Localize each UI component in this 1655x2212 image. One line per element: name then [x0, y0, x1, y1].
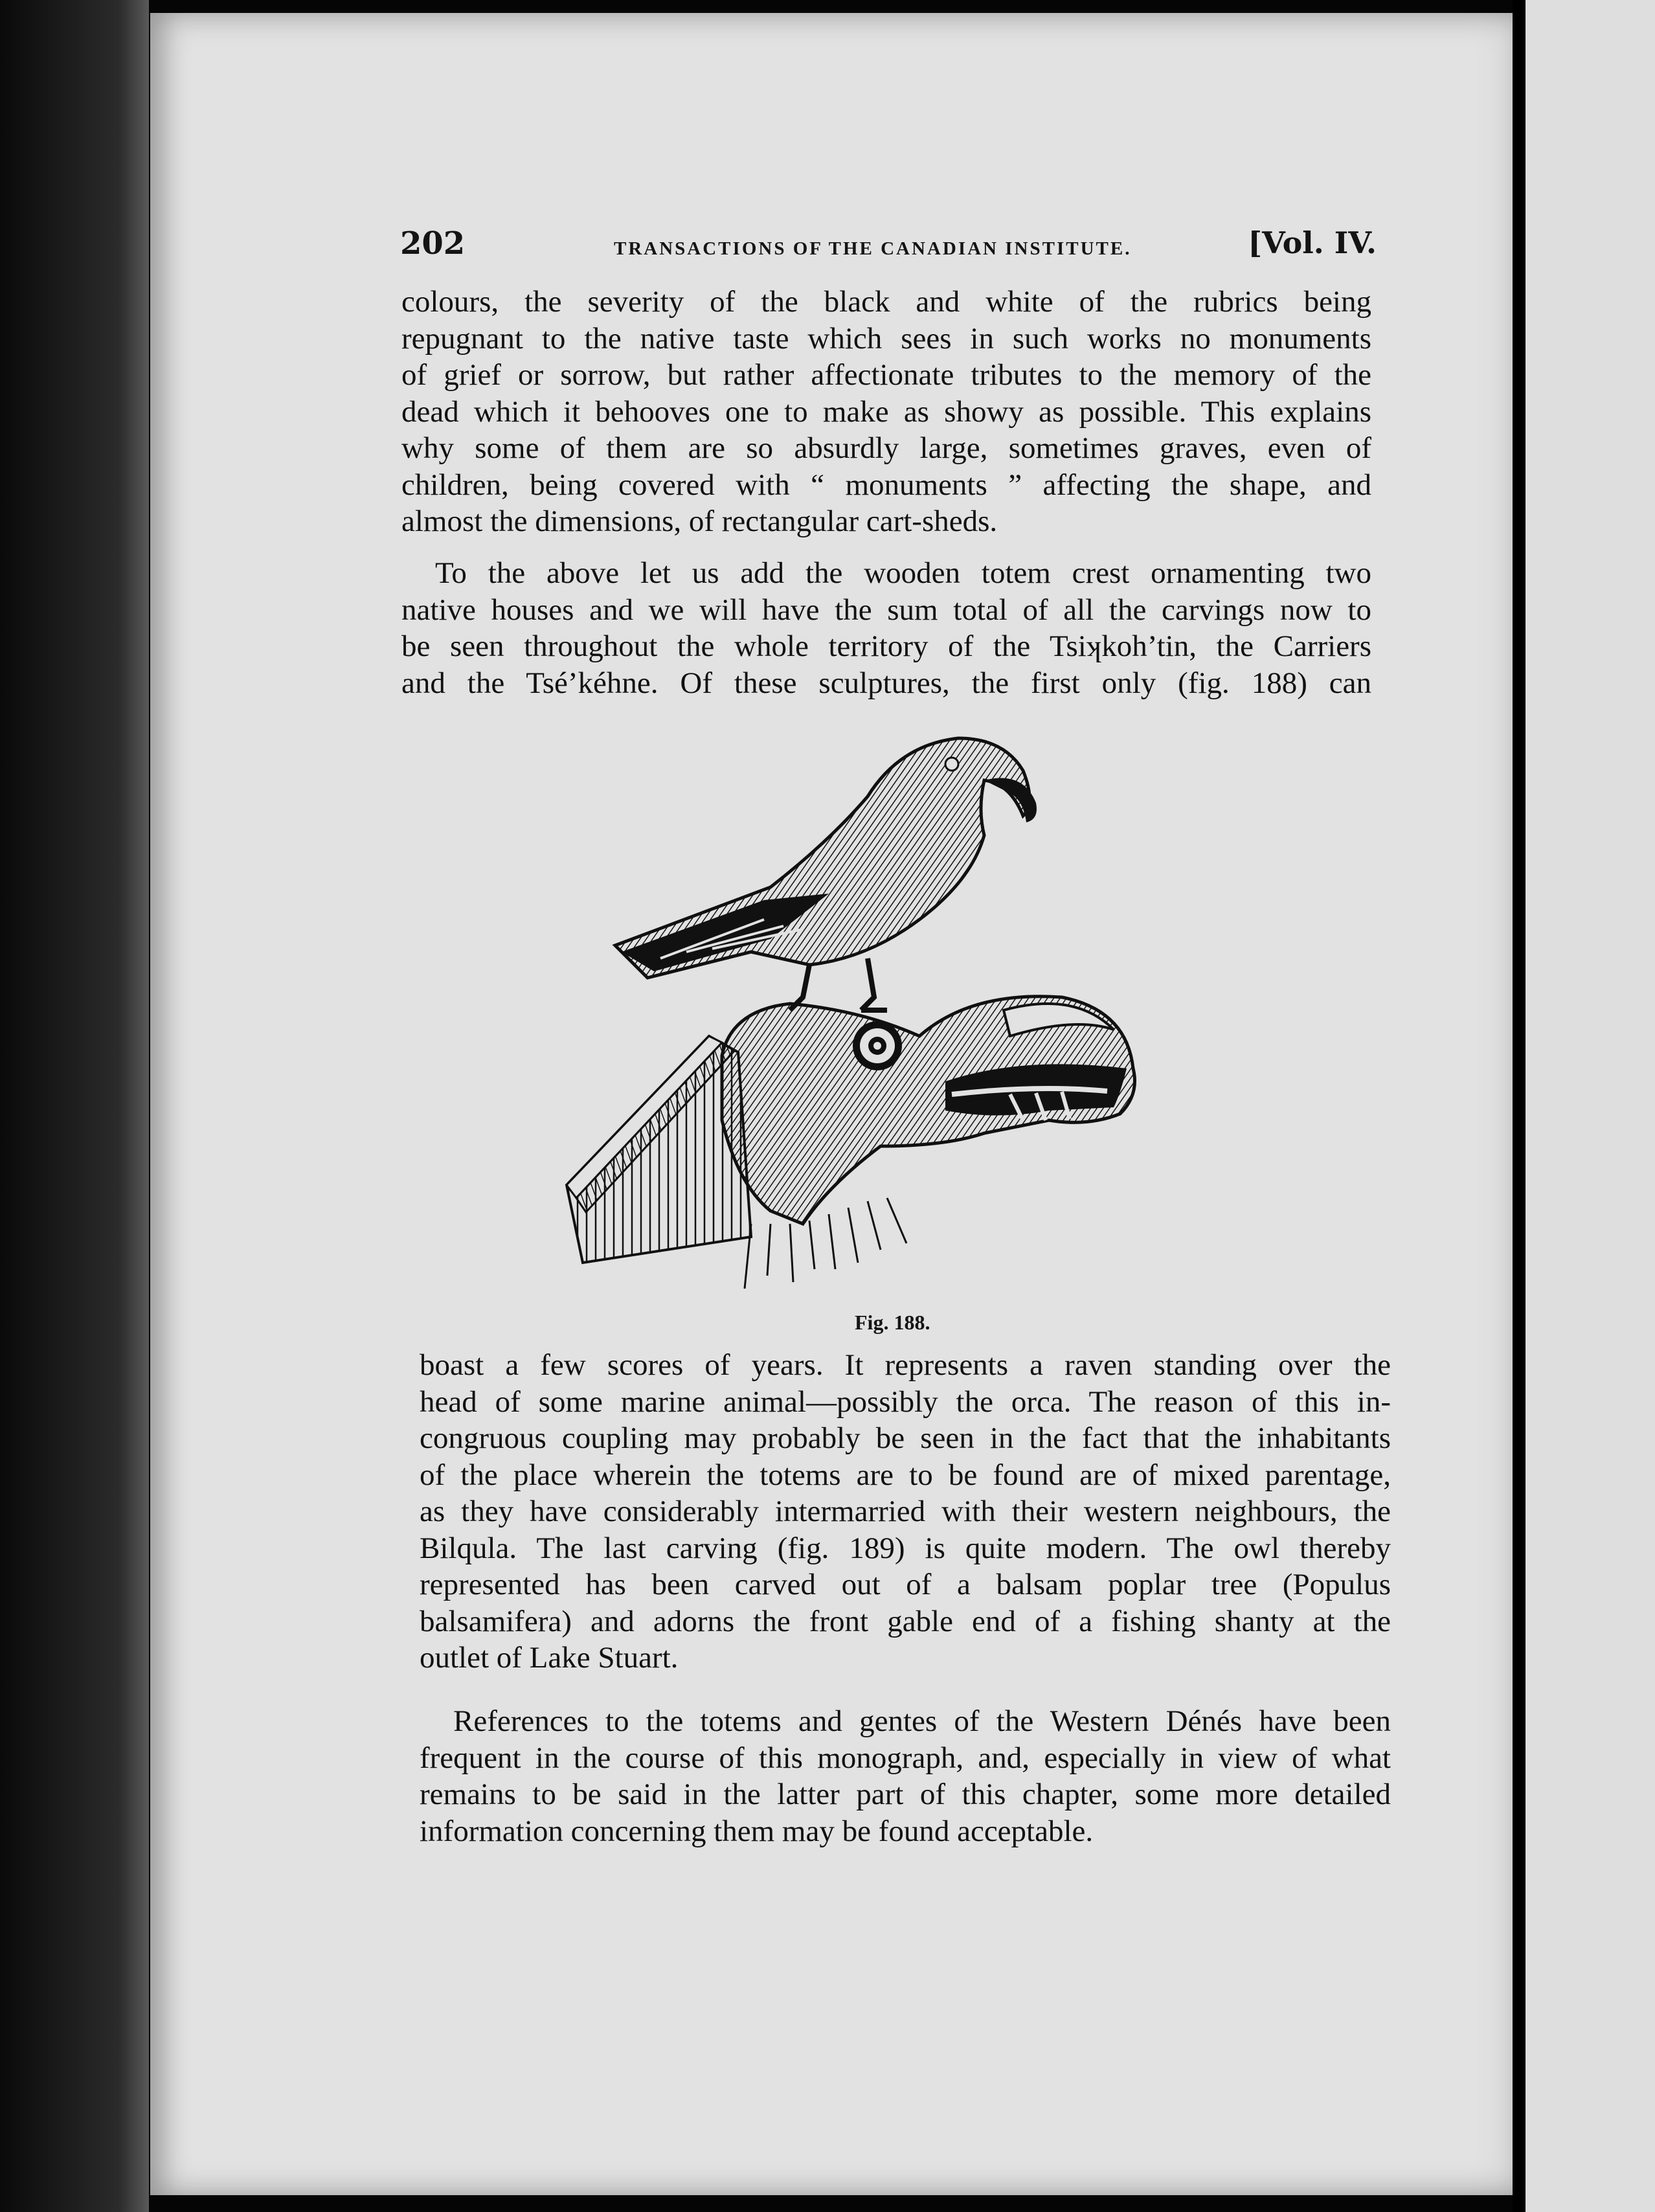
text-line: colours, the severity of the black and white of the rubrics being — [401, 285, 1371, 319]
adjacent-page-edge — [1526, 0, 1655, 2212]
volume-label: [Vol. IV. — [1248, 225, 1377, 260]
paragraph-1 — [401, 284, 1371, 540]
page-gutter — [1513, 0, 1526, 2212]
paragraph-2 — [401, 555, 1371, 701]
text-line: be seen throughout the whole territory of the Tsiʞkoh’tin, the Carriers — [401, 629, 1371, 663]
book-spine-edge — [0, 0, 149, 2212]
text-line: outlet of Lake Stuart. — [420, 1641, 679, 1675]
text-line: dead which it behooves one to make as showy as possible. This explains — [401, 394, 1371, 429]
text-line: frequent in the course of this monograph, and, especially in view of what — [420, 1741, 1391, 1775]
paragraph-4 — [420, 1703, 1391, 1849]
orca-head — [722, 997, 1135, 1289]
text-line: information concerning them may be found acceptable. — [420, 1814, 1094, 1848]
text-line: remains to be said in the latter part of this chapter, some more detailed — [420, 1778, 1391, 1811]
text-line: almost the dimensions, of rectangular cart-sheds. — [401, 504, 998, 538]
text-line: Bilqula. The last carving (fig. 189) is quite modern. The owl thereby — [420, 1531, 1391, 1565]
page-number: 202 — [400, 225, 466, 262]
running-title: TRANSACTIONS OF THE CANADIAN INSTITUTE. — [614, 238, 1132, 259]
text-line: of the place wherein the totems are to be found are of mixed parentage, — [420, 1458, 1391, 1492]
raven-body — [615, 738, 1037, 1010]
text-line: References to the totems and gentes of the Western Dénés have been — [453, 1704, 1391, 1738]
text-line: head of some marine animal—possibly the orca. The reason of this in- — [420, 1384, 1391, 1419]
figure-caption: Fig. 188. — [855, 1311, 930, 1334]
text-line: boast a few scores of years. It represents a raven standing over the — [420, 1348, 1391, 1382]
text-line: congruous coupling may probably be seen in the fact that the inhabitants — [420, 1421, 1391, 1455]
text-line: of grief or sorrow, but rather affectionate tributes to the memory of the — [401, 358, 1371, 392]
page-header — [400, 225, 1377, 271]
text-line: balsamifera) and adorns the front gable end of a fishing shanty at the — [420, 1604, 1391, 1638]
text-line: To the above let us add the wooden totem crest ornamenting two — [435, 556, 1371, 590]
paragraph-3 — [420, 1347, 1391, 1676]
text-line: as they have considerably intermarried with their western neighbours, the — [420, 1495, 1391, 1528]
text-line: why some of them are so absurdly large, sometimes graves, even of — [401, 431, 1371, 465]
text-line: represented has been carved out of a balsam poplar tree (Populus — [420, 1568, 1391, 1601]
text-line: repugnant to the native taste which sees in such works no monuments — [401, 321, 1371, 356]
text-line: children, being covered with “ monuments ” affecting the shape, and — [401, 468, 1371, 502]
text-line: and the Tsé’kéhne. Of these sculptures, the first only (fig. 188) can — [401, 666, 1371, 700]
raven-orca-totem-figure — [557, 732, 1230, 1302]
text-line: native houses and we will have the sum total of all the carvings now to — [401, 592, 1371, 627]
